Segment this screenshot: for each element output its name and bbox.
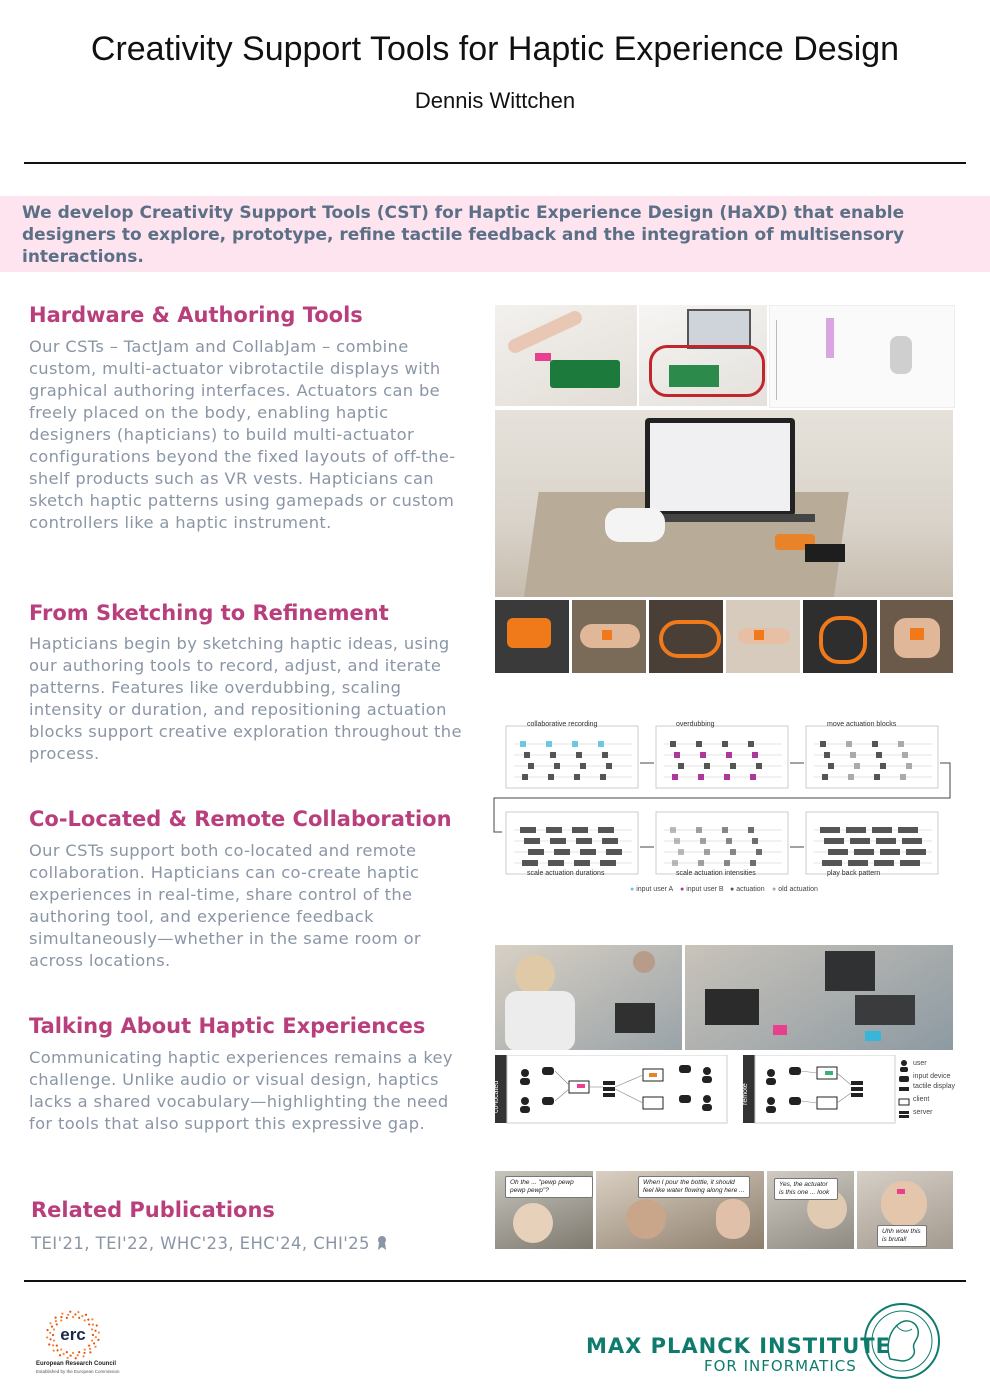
actuation-block: [598, 741, 604, 747]
erc-dot: [84, 1348, 86, 1350]
erc-dot: [81, 1315, 83, 1317]
erc-dot: [66, 1357, 68, 1359]
actuation-block: [550, 838, 566, 844]
institute-name: MAX PLANCK INSTITUTE: [586, 1334, 891, 1358]
erc-dot: [53, 1328, 55, 1330]
actuation-block: [520, 827, 536, 833]
actuation-block: [522, 774, 528, 780]
actuation-block: [726, 838, 732, 844]
actuation-block: [550, 752, 556, 758]
erc-dot: [51, 1325, 53, 1327]
actuation-block: [704, 763, 710, 769]
erc-dot: [97, 1339, 99, 1341]
erc-dot: [92, 1334, 94, 1336]
legend-actuation: ● actuation: [730, 886, 765, 893]
erc-name: European Research Council: [36, 1361, 117, 1367]
step-label-3: move actuation blocks: [827, 721, 897, 728]
actuation-block: [900, 860, 920, 866]
photo-actuators-3: [649, 600, 723, 673]
actuation-block: [902, 752, 908, 758]
erc-dot: [72, 1352, 74, 1354]
legend-user-a: ● input user A: [630, 886, 674, 893]
erc-dot: [60, 1348, 62, 1350]
erc-dot: [89, 1348, 91, 1350]
erc-dot: [57, 1349, 59, 1351]
legend-input-device: input device: [913, 1073, 951, 1080]
actuation-block: [824, 838, 844, 844]
erc-dot: [63, 1353, 65, 1355]
photo-remote-session: [685, 945, 953, 1050]
actuation-block: [898, 827, 918, 833]
actuation-block: [722, 741, 728, 747]
actuation-block: [876, 752, 882, 758]
actuation-block: [554, 763, 560, 769]
actuation-block: [880, 763, 886, 769]
award-ribbon-icon: [376, 1235, 388, 1251]
actuation-block: [722, 827, 728, 833]
erc-dot: [98, 1331, 100, 1333]
photo-actuators-2: [572, 600, 646, 673]
actuation-block: [520, 741, 526, 747]
erc-dot: [95, 1336, 97, 1338]
section-body-hardware: Our CSTs – TactJam and CollabJam – combine custom, multi-actuator vibrotactile displays with graphical authoring interfaces. Actuators can be freely placed on the body, enabling haptic designers (hapticians) to build multi-actuator configurations beyond the fixed layouts of off-the-shelf products such as VR vests. Hapticians can sketch haptic patterns using gamepads or custom controllers like a haptic instrument.: [29, 337, 456, 532]
erc-dot: [53, 1350, 55, 1352]
erc-dot: [69, 1311, 71, 1313]
step-label-6: play back pattern: [827, 870, 881, 877]
actuation-block: [580, 763, 586, 769]
actuation-block: [748, 827, 754, 833]
erc-dot: [49, 1332, 51, 1334]
photo-actuators-6: [880, 600, 953, 673]
erc-dot: [85, 1314, 87, 1316]
actuation-block: [606, 763, 612, 769]
step-label-4: scale actuation durations: [527, 870, 605, 877]
actuation-block: [572, 741, 578, 747]
actuation-block: [602, 838, 618, 844]
actuation-block: [724, 774, 730, 780]
actuation-block: [580, 849, 596, 855]
quote-bubble-2: When I pour the bottle, it should feel like water flowing along here ...: [638, 1176, 750, 1198]
erc-subtitle: Established by the European Commission: [36, 1369, 120, 1374]
actuation-block: [528, 849, 544, 855]
erc-dot: [56, 1344, 58, 1346]
actuation-block: [898, 741, 904, 747]
photo-actuators-5: [803, 600, 877, 673]
actuation-block: [672, 860, 678, 866]
erc-dot: [94, 1346, 96, 1348]
quote-bubble-3: Yes, the actuator is this one ... look: [774, 1178, 838, 1200]
actuation-block: [906, 849, 926, 855]
actuation-block: [846, 741, 852, 747]
legend-tactile-display: tactile display: [913, 1083, 956, 1090]
actuation-block: [670, 827, 676, 833]
legend-user: user: [913, 1060, 927, 1067]
actuation-block: [700, 838, 706, 844]
actuation-block: [902, 838, 922, 844]
actuation-block: [750, 860, 756, 866]
erc-dot: [83, 1352, 85, 1354]
label-colocated: co-located: [493, 1080, 500, 1113]
actuation-block: [704, 849, 710, 855]
erc-logo-text: erc: [60, 1325, 86, 1344]
actuation-block: [600, 774, 606, 780]
quote-bubble-1: Oh the ... "pewp pewp pewp pewp"?: [505, 1176, 593, 1198]
actuation-block: [752, 838, 758, 844]
erc-logo: [44, 1309, 102, 1361]
erc-dot: [53, 1339, 55, 1341]
photo-actuators-4: [726, 600, 800, 673]
actuation-block: [698, 774, 704, 780]
actuation-block: [606, 849, 622, 855]
actuation-block: [854, 849, 874, 855]
erc-dot: [46, 1329, 48, 1331]
actuation-block: [756, 763, 762, 769]
photo-tactjam-kit: [639, 305, 767, 406]
erc-dot: [52, 1334, 54, 1336]
legend-server: server: [913, 1109, 933, 1116]
erc-dot: [91, 1328, 93, 1330]
erc-dot: [49, 1338, 51, 1340]
actuation-block: [696, 827, 702, 833]
actuation-block: [528, 763, 534, 769]
actuation-block: [850, 752, 856, 758]
erc-dot: [55, 1320, 57, 1322]
photo-collabjam-setup: [495, 410, 953, 597]
erc-dot: [77, 1311, 79, 1313]
erc-dot: [66, 1351, 68, 1353]
actuation-block: [820, 827, 840, 833]
actuation-block: [524, 752, 530, 758]
actuation-block: [548, 774, 554, 780]
actuation-block: [900, 774, 906, 780]
actuation-block: [700, 752, 706, 758]
erc-dot: [49, 1322, 51, 1324]
photo-actuators-1: [495, 600, 569, 673]
actuation-block: [678, 849, 684, 855]
photo-tactjam-arm: [495, 305, 637, 406]
actuation-block: [828, 763, 834, 769]
actuation-block: [748, 741, 754, 747]
erc-dot: [96, 1324, 98, 1326]
actuation-block: [546, 827, 562, 833]
erc-dot: [69, 1354, 71, 1356]
bottom-divider: [24, 1280, 966, 1282]
actuation-block: [874, 774, 880, 780]
photo-colocated-session: [495, 945, 682, 1050]
actuation-block: [724, 860, 730, 866]
erc-dot: [93, 1342, 95, 1344]
actuation-block: [872, 827, 892, 833]
top-divider: [24, 162, 966, 164]
erc-dot: [55, 1317, 57, 1319]
legend-client: client: [913, 1096, 930, 1103]
erc-dot: [72, 1316, 74, 1318]
actuation-block: [846, 827, 866, 833]
actuation-block: [874, 860, 894, 866]
erc-dot: [77, 1354, 79, 1356]
actuation-block: [546, 741, 552, 747]
screenshot-authoring-ui: [769, 305, 955, 408]
actuation-block: [524, 838, 540, 844]
erc-dot: [46, 1336, 48, 1338]
erc-dot: [59, 1354, 61, 1356]
actuation-block: [848, 860, 868, 866]
actuation-block: [670, 741, 676, 747]
actuation-block: [872, 741, 878, 747]
actuation-block: [822, 860, 842, 866]
actuation-block: [600, 860, 616, 866]
actuation-block: [756, 849, 762, 855]
actuation-block: [574, 860, 590, 866]
erc-dot: [75, 1357, 77, 1359]
label-remote: remote: [742, 1083, 749, 1105]
section-heading-talking: Talking About Haptic Experiences: [29, 1014, 426, 1038]
actuation-block: [574, 774, 580, 780]
actuation-block: [880, 849, 900, 855]
actuation-block: [698, 860, 704, 866]
section-heading-sketching: From Sketching to Refinement: [29, 601, 389, 625]
actuation-block: [824, 752, 830, 758]
actuation-block: [850, 838, 870, 844]
erc-dot: [88, 1323, 90, 1325]
poster-title: Creativity Support Tools for Haptic Experience Design: [90, 30, 900, 68]
section-heading-hardware: Hardware & Authoring Tools: [29, 303, 363, 327]
actuation-block: [548, 860, 564, 866]
actuation-block: [598, 827, 614, 833]
erc-dot: [61, 1313, 63, 1315]
section-heading-collaboration: Co-Located & Remote Collaboration: [29, 807, 452, 831]
erc-dot: [91, 1339, 93, 1341]
section-body-talking: Communicating haptic experiences remains a key challenge. Unlike audio or visual design, haptics lacks a shared vocabulary—highlighting the need for tools that also support this expressive gap.: [29, 1048, 453, 1133]
erc-dot: [94, 1330, 96, 1332]
actuation-block: [554, 849, 570, 855]
actuation-block: [822, 774, 828, 780]
institute-subtitle: FOR INFORMATICS: [704, 1357, 857, 1375]
actuation-block: [576, 838, 592, 844]
erc-dot: [74, 1313, 76, 1315]
publications-list: [31, 1234, 388, 1253]
erc-dot: [66, 1317, 68, 1319]
author-name: Dennis Wittchen: [414, 88, 576, 113]
actuation-block: [820, 741, 826, 747]
actuation-block: [876, 838, 896, 844]
actuation-block: [726, 752, 732, 758]
erc-dot: [60, 1319, 62, 1321]
erc-dot: [89, 1351, 91, 1353]
actuation-block: [572, 827, 588, 833]
actuation-block: [752, 752, 758, 758]
legend-user-b: ● input user B: [680, 886, 724, 893]
publications-heading: Related Publications: [31, 1198, 275, 1222]
actuation-block: [678, 763, 684, 769]
publications-text: TEI'21, TEI'22, WHC'23, EHC'24, CHI'25: [31, 1234, 370, 1253]
erc-dot: [78, 1317, 80, 1319]
erc-dot: [87, 1319, 89, 1321]
erc-dot: [92, 1324, 94, 1326]
actuation-block: [906, 763, 912, 769]
erc-dot: [84, 1319, 86, 1321]
actuation-block: [672, 774, 678, 780]
step-label-1: collaborative recording: [527, 721, 598, 728]
actuation-block: [854, 763, 860, 769]
erc-dot: [91, 1318, 93, 1320]
section-body-collaboration: Our CSTs support both co-located and remote collaboration. Hapticians can co-create haptic experiences in real-time, share control of the authoring tool, and experience feedback simultaneously—whether in the same room or across locations.: [29, 841, 421, 970]
minerva-seal-icon: [862, 1301, 942, 1381]
step-label-5: scale actuation intensities: [676, 870, 756, 877]
actuation-block: [674, 752, 680, 758]
actuation-block: [576, 752, 582, 758]
section-body-sketching: Hapticians begin by sketching haptic ideas, using our authoring tools to record, adjust, and iterate patterns. Features like overdubbing, scaling intensity or duration, and repositioning actuation blocks support creative exploration throughout the process.: [29, 634, 462, 763]
erc-dot: [78, 1351, 80, 1353]
actuation-block: [750, 774, 756, 780]
erc-dot: [67, 1314, 69, 1316]
legend-old-actuation: ● old actuation: [772, 886, 818, 893]
erc-dot: [82, 1355, 84, 1357]
actuation-block: [674, 838, 680, 844]
erc-dot: [52, 1344, 54, 1346]
quote-bubble-4: Uhh wow this is brutal!: [877, 1225, 927, 1247]
actuation-block: [730, 763, 736, 769]
actuation-block: [730, 849, 736, 855]
erc-dot: [48, 1343, 50, 1345]
actuation-block: [522, 860, 538, 866]
actuation-block: [828, 849, 848, 855]
actuation-block: [848, 774, 854, 780]
intro-banner-text: We develop Creativity Support Tools (CST) for Haptic Experience Design (HaXD) that enable designers to explore, prototype, refine tactile feedback and the integration of multisensory interactions.: [22, 203, 905, 267]
actuation-block: [696, 741, 702, 747]
erc-dot: [88, 1344, 90, 1346]
collaboration-architecture-diagram: [495, 1055, 956, 1125]
step-label-2: overdubbing: [676, 721, 715, 728]
erc-dot: [60, 1316, 62, 1318]
erc-dot: [56, 1323, 58, 1325]
actuation-block: [602, 752, 608, 758]
